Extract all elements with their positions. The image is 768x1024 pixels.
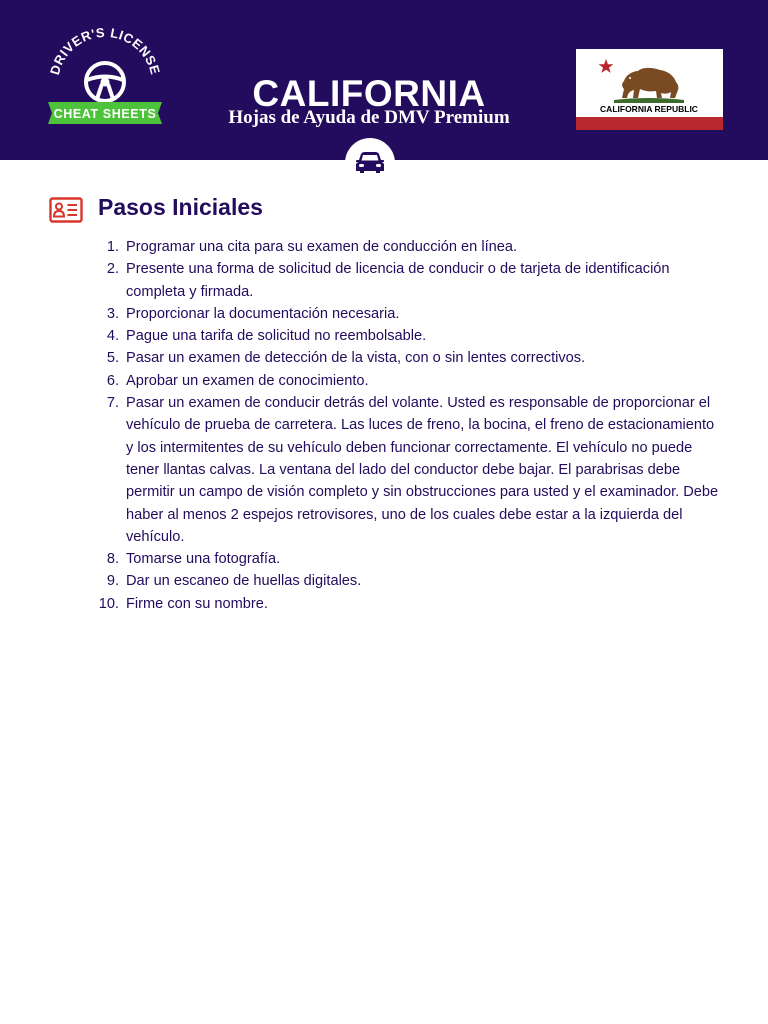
- step-text: Pasar un examen de conducir detrás del volante. Usted es responsable de proporcionar el vehículo de prueba de carretera. Las luces de freno, la bocina, el freno de estacionamiento y los intermitentes de su vehículo deben funcionar correctamente. El vehículo no puede tener llantas calvas. La ventana del lado del conductor debe bajar. El parabrisas debe permitir un campo de visión completo y sin obstrucciones para usted y el examinador. Debe haber al menos 2 espejos retrovisores, uno de los cuales debe estar a la izquierda del vehículo.: [126, 395, 719, 545]
- step-item: [96, 258, 724, 303]
- flag-text: CALIFORNIA REPUBLIC: [600, 104, 698, 114]
- step-text: Firme con su nombre.: [126, 595, 268, 612]
- step-number: 2.: [106, 261, 119, 278]
- step-item: [96, 392, 724, 548]
- step-number: 4.: [106, 328, 119, 345]
- step-text: Pague una tarifa de solicitud no reembolsable.: [126, 328, 427, 345]
- logo-arc-text: DRIVER'S LICENSE: [46, 26, 164, 77]
- step-number: 1.: [106, 239, 119, 255]
- step-item: [96, 303, 724, 325]
- state-title: CALIFORNIA: [252, 73, 486, 114]
- step-text: Programar una cita para su examen de conducción en línea.: [126, 239, 518, 255]
- step-item: [96, 570, 724, 592]
- step-text: Proporcionar la documentación necesaria.: [126, 305, 400, 322]
- step-number: 6.: [106, 372, 119, 389]
- step-number: 3.: [106, 305, 119, 322]
- car-icon: [354, 151, 386, 175]
- step-item: [96, 325, 724, 347]
- step-number: 10.: [98, 595, 119, 612]
- step-number: 8.: [106, 551, 119, 568]
- title-block: [190, 74, 548, 128]
- logo-banner-text: CHEAT SHEETS: [53, 107, 157, 121]
- step-item: [96, 236, 724, 258]
- header-bar: [0, 0, 768, 160]
- car-badge: [345, 138, 395, 188]
- drivers-license-cheat-sheets-logo: [44, 26, 166, 130]
- step-text: Tomarse una fotografía.: [126, 551, 281, 568]
- svg-text:DRIVER'S LICENSE: [47, 26, 163, 76]
- step-item: [96, 370, 724, 392]
- subtitle: Hojas de Ayuda de DMV Premium: [228, 107, 510, 128]
- step-text: Presente una forma de solicitud de licencia de conducir o de tarjeta de identificación completa y firmada.: [126, 261, 670, 300]
- step-number: 7.: [106, 395, 119, 412]
- id-card-icon: [49, 197, 83, 223]
- california-flag: [576, 49, 723, 130]
- step-text: Aprobar un examen de conocimiento.: [126, 372, 369, 389]
- steps-list: [96, 236, 724, 615]
- steering-wheel-icon: [86, 63, 124, 101]
- step-number: 5.: [106, 350, 119, 367]
- step-number: 9.: [106, 573, 119, 590]
- step-item: [96, 593, 724, 615]
- step-item: [96, 347, 724, 369]
- step-item: [96, 548, 724, 570]
- step-text: Dar un escaneo de huellas digitales.: [126, 573, 362, 590]
- section-title: Pasos Iniciales: [98, 194, 263, 220]
- step-text: Pasar un examen de detección de la vista, con o sin lentes correctivos.: [126, 350, 586, 367]
